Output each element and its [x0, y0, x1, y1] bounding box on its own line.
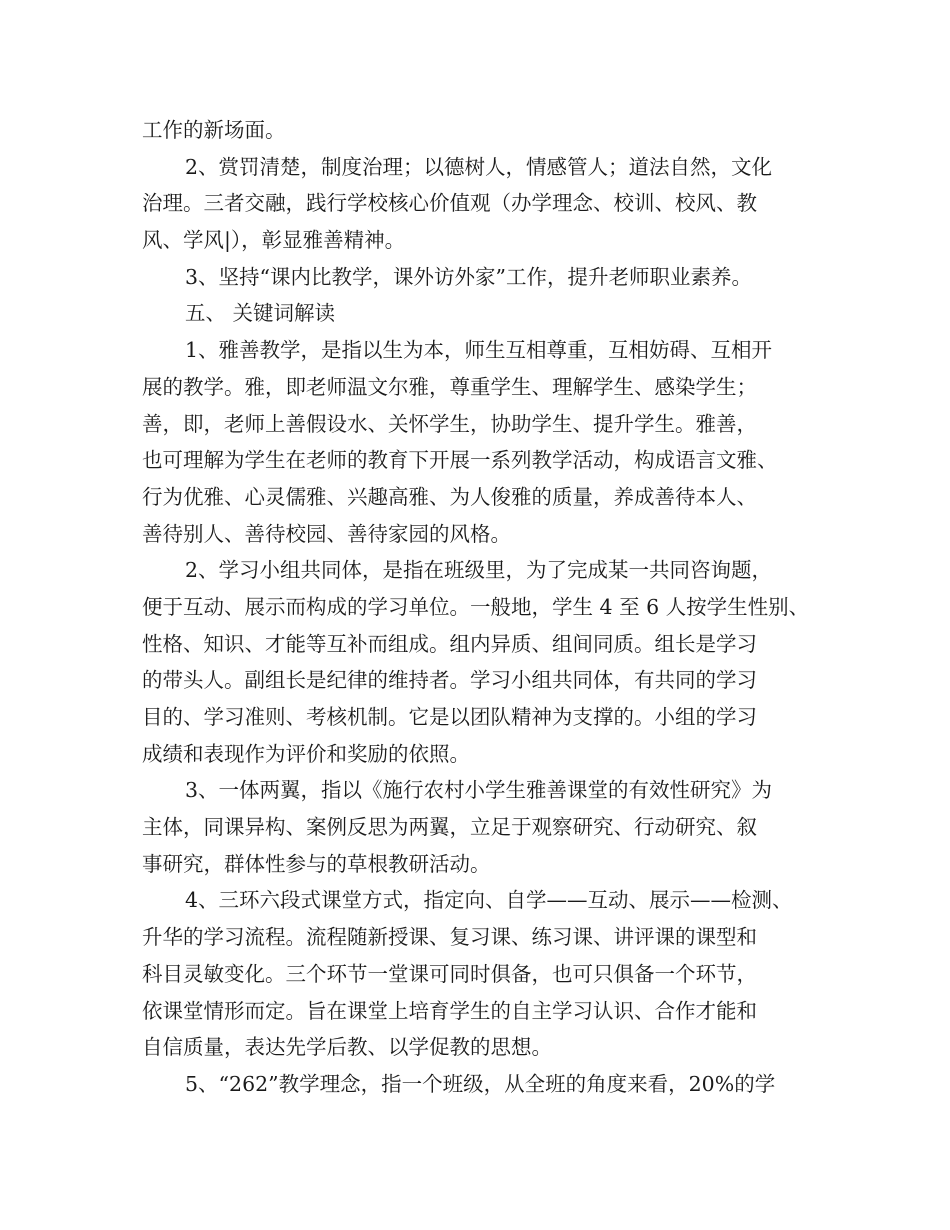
text-line: 主体，同课异构、案例反思为两翼，立足于观察研究、行动研究、叙 — [142, 815, 757, 840]
text-line: 性格、知识、才能等互补而组成。组内异质、组间同质。组长是学习 — [142, 631, 757, 656]
text-line: 五、 关键词解读 — [185, 301, 336, 326]
text-line: 的带头人。副组长是纪律的维持者。学习小组共同体，有共同的学习 — [142, 668, 757, 693]
text-line: 善，即，老师上善假设水、关怀学生，协助学生、提升学生。雅善， — [142, 411, 757, 436]
text-line: 事研究，群体性参与的草根教研活动。 — [142, 851, 491, 876]
text-line: 科目灵敏变化。三个环节一堂课可同时俱备，也可只俱备一个环节， — [142, 961, 757, 986]
document-body — [142, 112, 832, 1103]
text-line: 行为优雅、心灵儒雅、兴趣高雅、为人俊雅的质量，养成善待本人、 — [142, 484, 757, 509]
text-line: 风、学风|），彰显雅善精神。 — [142, 228, 406, 253]
text-line: 4、三环六段式课堂方式，指定向、自学——互动、展示——检测、 — [185, 888, 793, 913]
text-line: 5、“262”教学理念，指一个班级，从全班的角度来看，20%的学 — [185, 1071, 776, 1096]
text-line: 善待别人、善待校园、善待家园的风格。 — [142, 521, 511, 546]
text-line: 便于互动、展示而构成的学习单位。一般地，学生 4 至 6 人按学生性别、 — [142, 594, 810, 619]
text-line: 自信质量，表达先学后教、以学促教的思想。 — [142, 1035, 552, 1060]
text-line: 成绩和表现作为评价和奖励的依照。 — [142, 741, 470, 766]
text-line: 展的教学。雅，即老师温文尔雅，尊重学生、理解学生、感染学生； — [142, 374, 757, 399]
text-line: 3、一体两翼，指以《施行农村小学生雅善课堂的有效性研究》为 — [185, 778, 773, 803]
text-line: 3、坚持“课内比教学，课外访外家”工作，提升老师职业素养。 — [185, 264, 753, 289]
text-line: 1、雅善教学，是指以生为本，师生互相尊重，互相妨碍、互相开 — [185, 338, 773, 363]
text-line: 目的、学习准则、考核机制。它是以团队精神为支撑的。小组的学习 — [142, 705, 757, 729]
text-line: 依课堂情形而定。旨在课堂上培育学生的自主学习认识、合作才能和 — [142, 998, 757, 1023]
text-line: 治理。三者交融，践行学校核心价值观（办学理念、校训、校风、教 — [142, 191, 757, 216]
text-line: 2、赏罚清楚，制度治理；以德树人，情感管人；道法自然，文化 — [185, 154, 773, 179]
text-line: 升华的学习流程。流程随新授课、复习课、练习课、讲评课的课型和 — [142, 925, 757, 950]
text-line: 2、学习小组共同体，是指在班级里，为了完成某一共同咨询题， — [185, 558, 773, 583]
text-line: 也可理解为学生在老师的教育下开展一系列教学活动，构成语言文雅、 — [142, 448, 778, 473]
text-line: 工作的新场面。 — [142, 118, 286, 142]
